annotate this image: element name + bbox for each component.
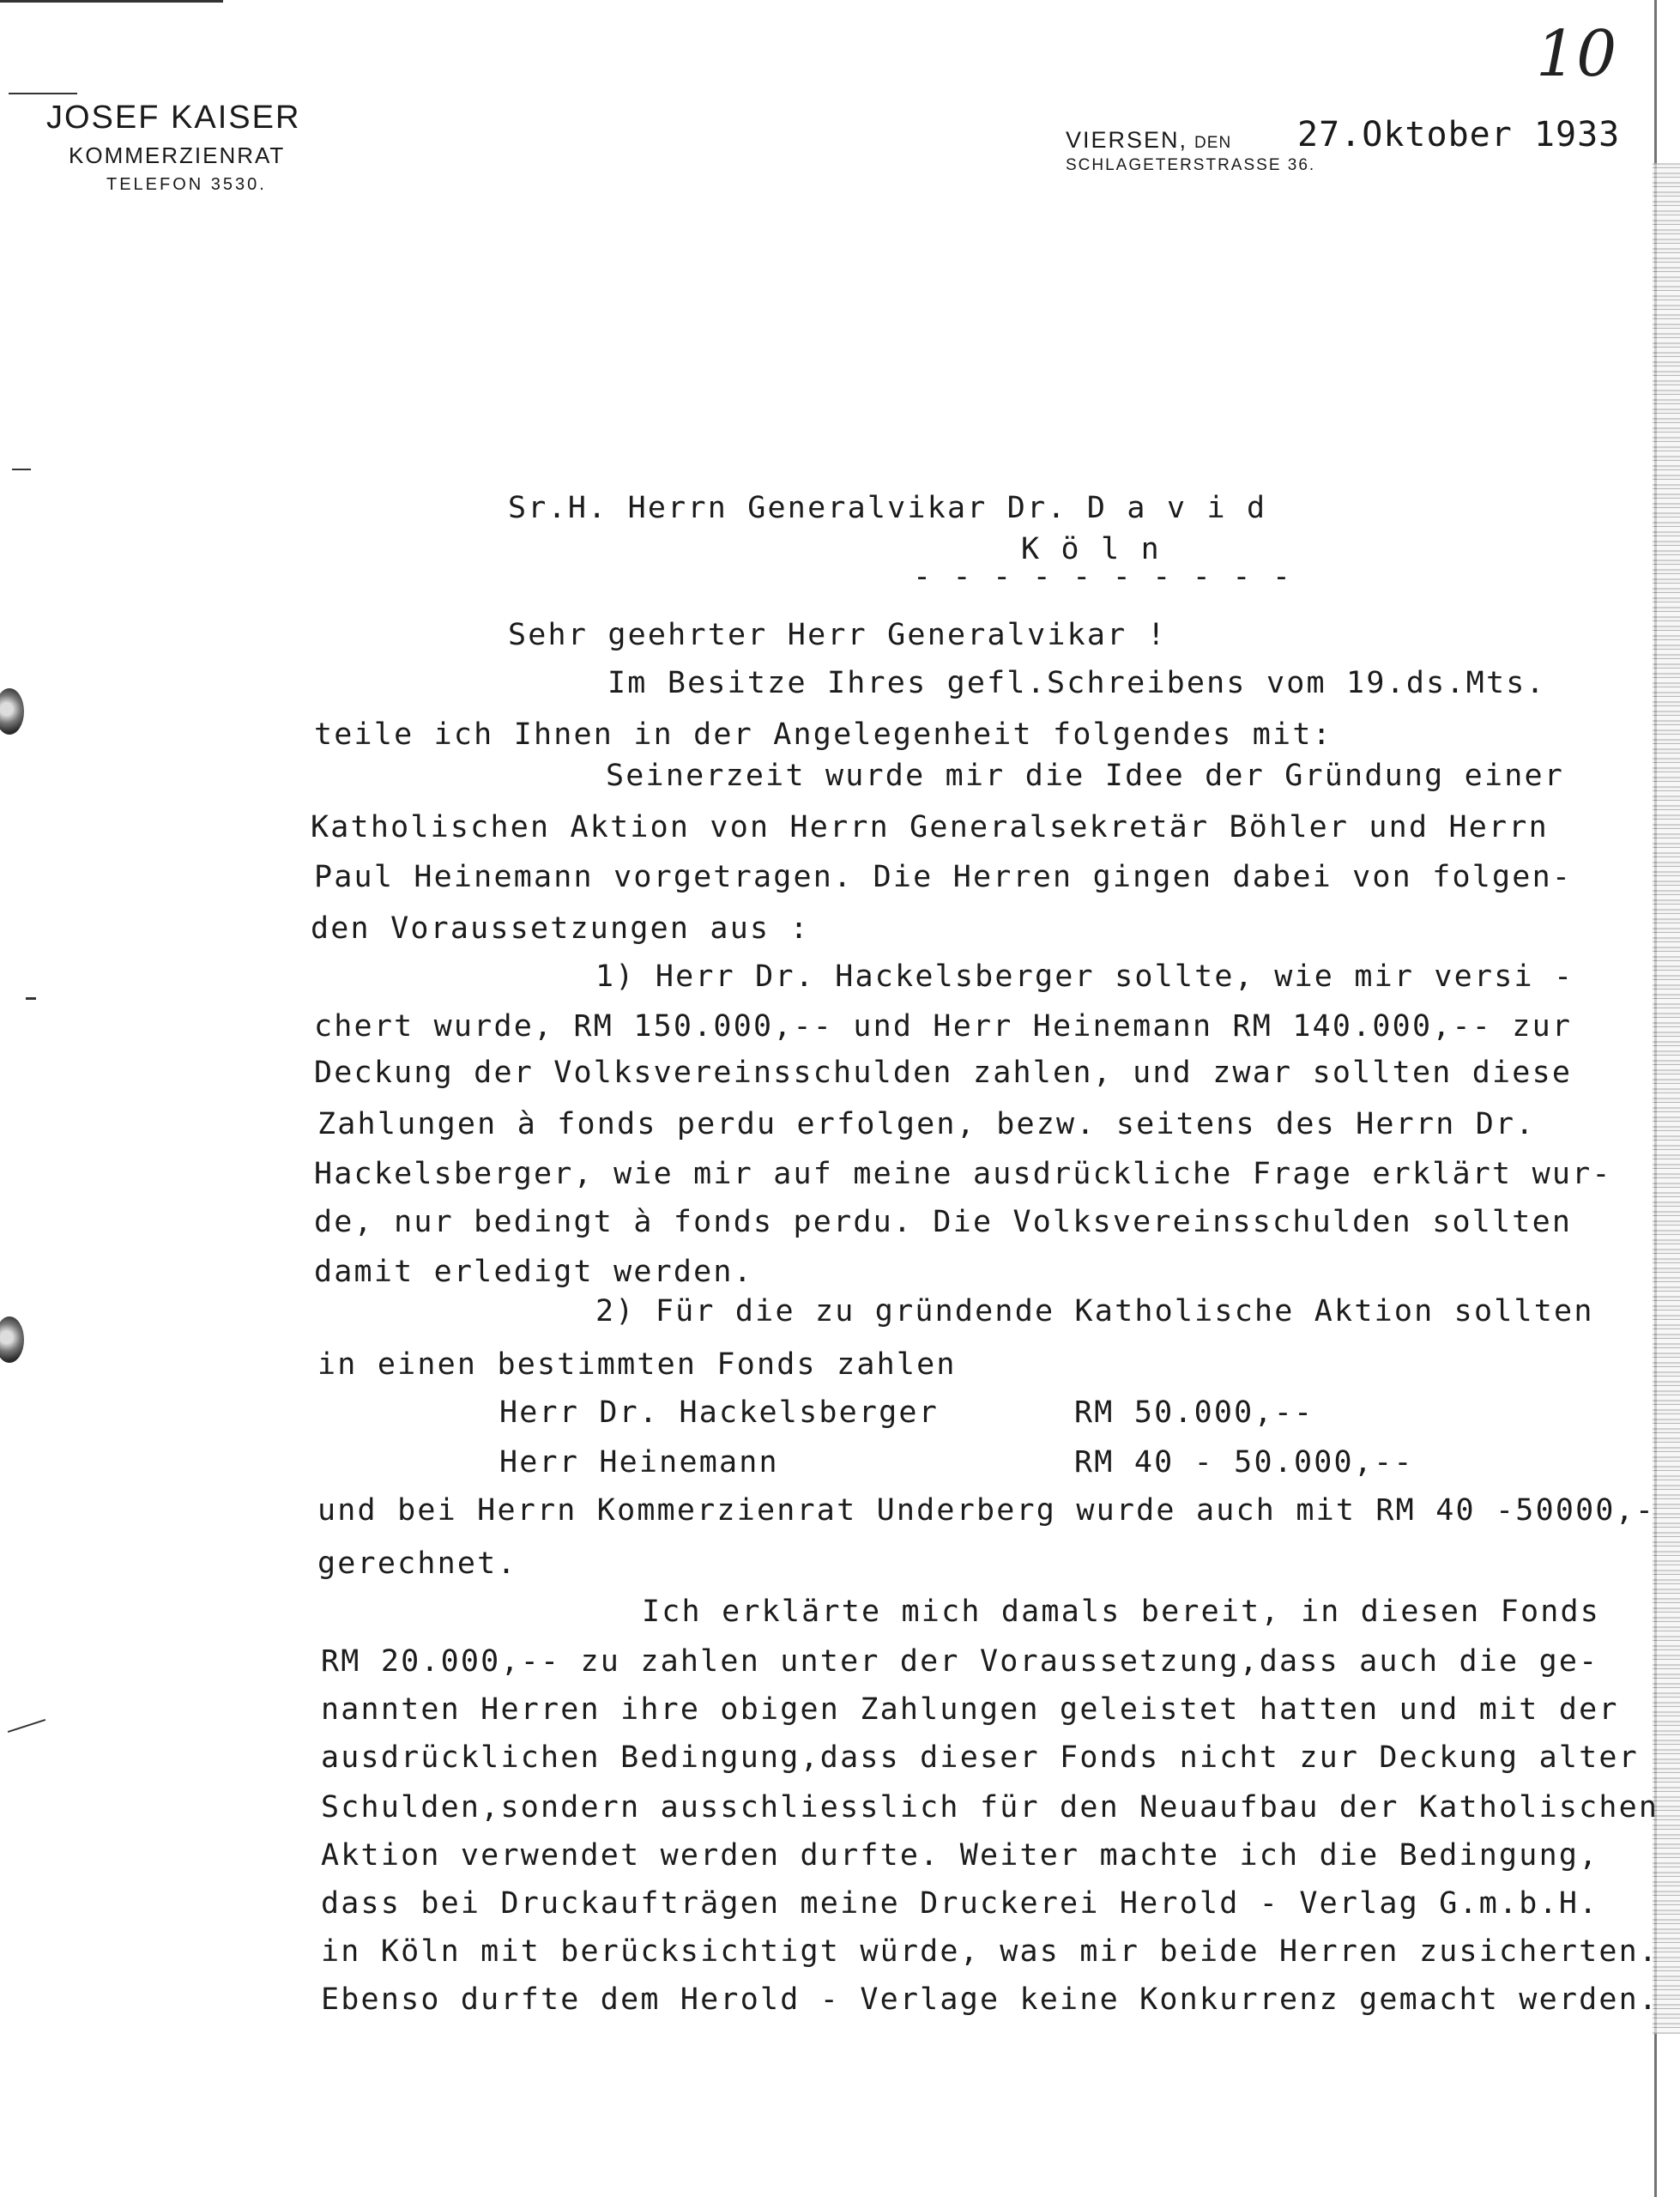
body-line: Im Besitze Ihres gefl.Schreibens vom 19.ds.Mts.	[607, 666, 1546, 700]
address-line-2: K ö l n	[1021, 532, 1161, 566]
body-line: Schulden,sondern ausschliesslich für den Neuaufbau der Katholischen	[321, 1790, 1659, 1825]
body-line: Zahlungen à fonds perdu erfolgen, bezw. seitens des Herrn Dr.	[317, 1107, 1536, 1141]
scan-edge-noise	[1653, 163, 1680, 2034]
address-line-1: Sr.H. Herrn Generalvikar Dr. D a v i d	[508, 491, 1267, 525]
body-line: Ebenso durfte dem Herold - Verlage keine Konkurrenz gemacht werden.	[321, 1982, 1659, 2017]
body-line: chert wurde, RM 150.000,-- und Herr Heinemann RM 140.000,-- zur	[314, 1009, 1573, 1044]
body-line: teile ich Ihnen in der Angelegenheit folgendes mit:	[314, 717, 1333, 752]
body-line: 2) Für die zu gründende Katholische Aktion sollten	[595, 1294, 1594, 1328]
amount-heinemann: RM 40 - 50.000,--	[1074, 1445, 1414, 1480]
punch-hole-upper	[0, 688, 24, 735]
body-line: Ich erklärte mich damals bereit, in diesen Fonds	[642, 1595, 1601, 1629]
margin-mark	[26, 997, 36, 1000]
place-name: VIERSEN,	[1066, 127, 1188, 153]
body-line: Seinerzeit wurde mir die Idee der Gründung einer	[606, 759, 1565, 793]
body-line: nannten Herren ihre obigen Zahlungen geleistet hatten und mit der	[321, 1692, 1619, 1727]
letterhead-place	[1066, 127, 1247, 154]
body-line: dass bei Druckaufträgen meine Druckerei Herold - Verlag G.m.b.H.	[321, 1886, 1599, 1921]
body-line: de, nur bedingt à fonds perdu. Die Volksvereinsschulden sollten	[314, 1205, 1573, 1239]
letterhead-name: JOSEF KAISER	[46, 100, 301, 136]
letterhead-street: SCHLAGETERSTRASSE 36.	[1066, 156, 1316, 174]
margin-mark	[12, 469, 31, 470]
body-line: RM 20.000,-- zu zahlen unter der Voraussetzung,dass auch die ge-	[321, 1644, 1599, 1679]
body-line: Hackelsberger, wie mir auf meine ausdrückliche Frage erklärt wur-	[314, 1157, 1612, 1191]
salutation: Sehr geehrter Herr Generalvikar !	[508, 618, 1167, 652]
body-line: in Köln mit berücksichtigt würde, was mir beide Herren zusicherten.	[321, 1934, 1659, 1969]
address-rule: - - - - - - - - - -	[913, 560, 1293, 594]
body-line: Deckung der Volksvereinsschulden zahlen, und zwar sollten diese	[314, 1056, 1573, 1090]
handwritten-page-number: 10	[1536, 17, 1617, 91]
body-line: Katholischen Aktion von Herrn Generalsekretär Böhler und Herrn	[311, 810, 1549, 844]
body-line: gerechnet.	[317, 1546, 517, 1581]
body-line: 1) Herr Dr. Hackelsberger sollte, wie mir versi -	[595, 959, 1574, 994]
margin-mark	[8, 1719, 45, 1733]
payee-hackelsberger: Herr Dr. Hackelsberger	[499, 1395, 939, 1430]
body-line: in einen bestimmten Fonds zahlen	[317, 1347, 957, 1382]
scan-top-rule	[0, 0, 223, 3]
body-line: ausdrücklichen Bedingung,dass dieser Fonds nicht zur Deckung alter	[321, 1740, 1639, 1775]
body-line: Paul Heinemann vorgetragen. Die Herren gingen dabei von folgen-	[314, 860, 1573, 894]
place-den: DEN	[1194, 134, 1232, 152]
body-line: Aktion verwendet werden durfte. Weiter machte ich die Bedingung,	[321, 1838, 1599, 1873]
letterhead-phone: TELEFON 3530.	[106, 175, 267, 194]
payee-heinemann: Herr Heinemann	[499, 1445, 779, 1480]
punch-hole-lower	[0, 1316, 24, 1363]
letterhead-title: KOMMERZIENRAT	[69, 142, 286, 168]
body-line: den Voraussetzungen aus :	[311, 911, 810, 946]
margin-mark	[9, 93, 77, 94]
letter-date: 27.Oktober 1933	[1297, 115, 1621, 154]
body-line: und bei Herrn Kommerzienrat Underberg wurde auch mit RM 40 -50000,-	[317, 1493, 1656, 1528]
body-line: damit erledigt werden.	[314, 1255, 753, 1289]
amount-hackelsberger: RM 50.000,--	[1074, 1395, 1314, 1430]
